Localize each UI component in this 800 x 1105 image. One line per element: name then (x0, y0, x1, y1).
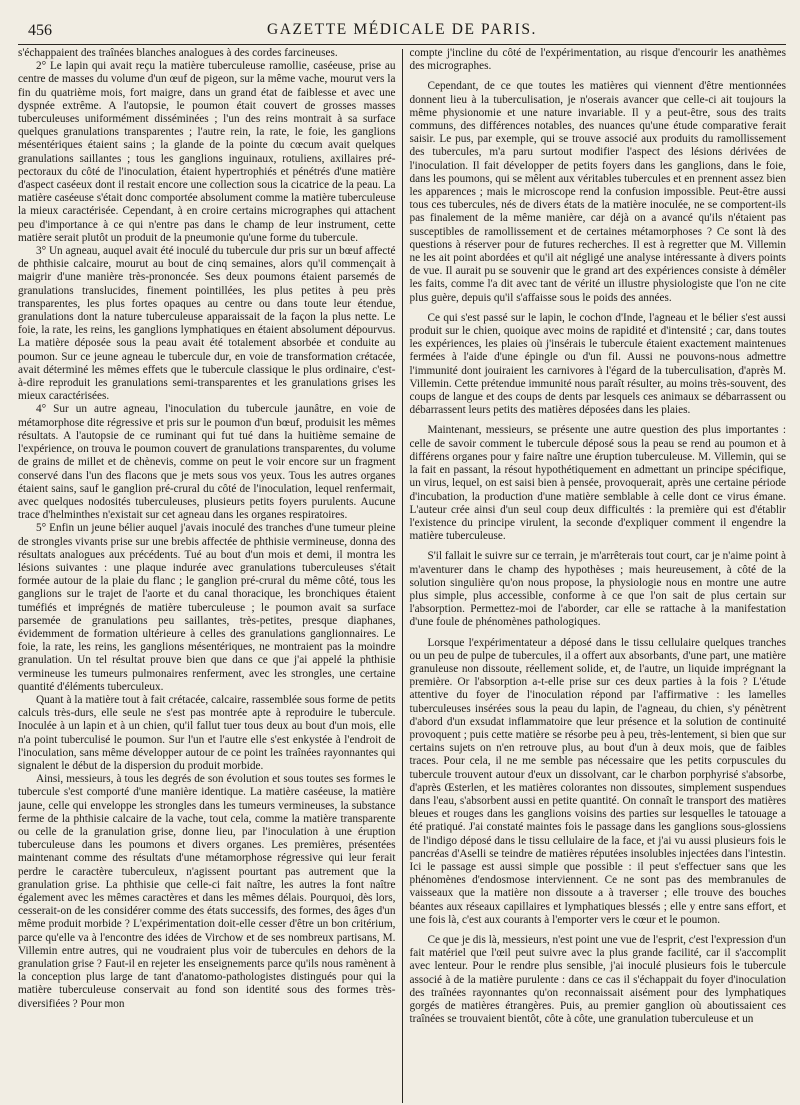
page-header (18, 14, 786, 45)
paragraph: Lorsque l'expérimentateur a déposé dans le tissu cellulaire quelques tranches ou un peu de pulpe de tubercules, il a offert aux absorbants, d'une part, une matière granuleuse non dissoute, réellement solide, et, de l'autre, un liquide imprégnant la première. Or l'absorption a-t-elle prise sur ces deux parties à la fois ? L'étude attentive du foyer de l'inoculation répond par l'affirmative : les lamelles tuberculeuses insérées sous la peau du lapin, de l'agneau, du chien, s'y pénètrent d'abord d'un exsudat inflammatoire que leur présence et la solution de continuité provoquent ; puis cette matière se résorbe peu à peu, très-lentement, si bien que sur certains sujets on n'en retrouve plus, au bout d'un à deux mois, que de faibles traces. Pour cela, il ne me semble pas nécessaire que les petits corpuscules du tubercule trouvent autour d'eux un dissolvant, car le charbon porphyrisé s'absorbe, d'après Œsterlen, et les matières colorantes non dissoutes, simplement suspendues dans l'eau, s'absorbent aussi en petite quantité. On connaît le transport des matières bleues et rouges dans les ganglions voisins des parties sur lesquelles le tatouage a été pratiqué. J'ai constaté maintes fois le passage dans les ganglions sous-glossiens de l'indigo déposé dans le tissu cellulaire de la face, et j'ai vu aussi plusieurs fois le pancréas d'Aselli se teindre de matières réputées insolubles injectées dans l'intestin. Ici le passage est aussi simple que possible : il peut s'effectuer sans que les phénomènes d'endosmose interviennent. Ce ne sont pas des membranules de vaisseaux que la matière non dissoute a à traverser ; elle trouve des bouches béantes aux réseaux capillaires et lymphatiques blessés ; elle y entre sans effort, et une fois là, c'est aux courants à l'emporter vers le cœur et le poumon. (409, 636, 786, 926)
left-column (18, 47, 402, 1105)
journal-title: GAZETTE MÉDICALE DE PARIS. (266, 21, 538, 38)
paragraph: Quant à la matière tout à fait crétacée, calcaire, rassemblée sous forme de petits calculs très-durs, elle seule ne s'est pas montrée apte à reproduire le tubercule. Inoculée à un lapin et à un chien, qu'il fallut tuer tous deux au bout d'un mois, elle n'a point tuberculisé le poumon. Sur l'un et l'autre elle s'est enkystée à l'endroit de l'inoculation, sans même développer autour de ce point les traînées rayonnantes qui signalent le début de la dispersion du produit morbide. (18, 693, 396, 772)
text-columns (18, 47, 786, 1105)
paragraph: Ainsi, messieurs, à tous les degrés de son évolution et sous toutes ses formes le tubercule s'est comporté d'une manière identique. La matière caséeuse, la matière jaune, celle qui enveloppe les strongles dans les tumeurs vermineuses, la substance ferme de la phthisie calcaire de la vache, tout cela, comme la matière transparente ou celle de la granulation grise, donne lieu, par l'inoculation à une éruption tuberculeuse dans les poumons et divers organes. Les premières, présentées maintenant comme des résultats d'une métamorphose régressive qui leur ferait perdre le caractère tuberculeux, n'agissent pourtant pas autrement que la granulation grise. La phthisie que celle-ci fait naître, les autres la font naître également avec les mêmes caractères et dans les mêmes délais. Pourquoi, dès lors, cesserait-on de les considérer comme des états successifs, des formes, des âges d'un même produit morbide ? L'expérimentation doit-elle cesser d'être un bon critérium, parce qu'elle va à l'encontre des idées de Virchow et de ses nombreux partisans, M. Villemin entre autres, qui ne voudraient plus voir de tubercules en dehors de la granulation grise ? Faut-il en rejeter les enseignements parce qu'ils nous ramènent à la conception plus large de tant d'anatomo-pathologistes distingués pour qui la matière tuberculeuse conservait au fond son identité sous des formes très-diversifiées ? Pour mon (18, 773, 396, 1010)
paragraph: Maintenant, messieurs, se présente une autre question des plus importantes : celle de savoir comment le tubercule déposé sous la peau se rend au poumon et à différens organes pour y faire naître une éruption tuberculeuse. M. Villemin, qui se la fait en passant, la résout hypothétiquement en admettant un principe spécifique, un virus, lequel, on est saisi bien à pensée, provoquerait, après une certaine période d'incubation, la production d'une matière semblable à celle dont ce virus émane. L'auteur crée ainsi d'un seul coup deux difficultés : la première qui est d'établir l'existence du principe virulent, la seconde d'expliquer comment il engendre la matière tuberculeuse. (409, 424, 786, 543)
paragraph: 4° Sur un autre agneau, l'inoculation du tubercule jaunâtre, en voie de métamorphose dite régressive et pris sur le poumon d'un bœuf, produisit les mêmes résultats. A l'autopsie de ce ruminant qui fut tué dans la huitième semaine de l'expérience, on trouva le poumon couvert de granulations transparentes, du volume de grains de millet et de chènevis, comme on peut le voir encore sur un fragment conservé dans l'un des flacons que je mets sous vos yeux. Tous les autres organes étaient sains, sauf le ganglion pré-crural du côté de l'inoculation, lequel renfermait, avec quelques nodosités tuberculeuses, plusieurs petits foyers purulents. Aucune trace d'helminthes n'existait sur cet agneau dans les organes respiratoires. (18, 403, 396, 522)
paragraph: Ce qui s'est passé sur le lapin, le cochon d'Inde, l'agneau et le bélier s'est aussi produit sur le chien, quoique avec moins de rapidité et d'intensité ; car, dans toutes les expériences, les plaies où j'insérais le tubercule étaient exactement maintenues fermées à l'aide d'une épingle ou d'un fil. Aussi ne pouvons-nous admettre l'immunité dont jouiraient les carnivores à l'égard de la tuberculisation, d'après M. Villemin. Cette prétendue immunité nous paraît résulter, au moins très-souvent, des coups de langue et des coups de dents par lesquels ces animaux se débarrassent ou débarrassent leurs petits des matières déposées dans les plaies. (409, 311, 786, 417)
right-column (403, 47, 787, 1105)
paragraph: s'échappaient des traînées blanches analogues à des cordes farcineuses. (18, 47, 338, 59)
paragraph: 5° Enfin un jeune bélier auquel j'avais inoculé des tranches d'une tumeur pleine de strongles vivants prise sur une brebis affectée de phthisie vermineuse, donna des résultats analogues aux précédents. Tué au bout d'un mois et demi, il montra les lésions suivantes : une plaque indurée avec granulations tuberculeuses s'était formée autour de la plaie du flanc ; le ganglion pré-crural du même côté, tous les ganglions sur le trajet de l'aorte et du canal thoracique, les bronchiques étaient tuméfiés et imprégnés de matière tuberculeuse ; le poumon avait sa surface parsemée de granulations peu saillantes, très-petites, presque diaphanes, évidemment de formation ultérieure à celles des granulations ganglionnaires. Le foie, la rate, les reins, les ganglions mésentériques, ne montraient pas la moindre granulation. Un tel résultat prouve bien que dans ce que j'ai appelé la phthisie vermineuse les tumeurs pulmonaires renferment, avec les strongles, une certaine quantité d'éléments tuberculeux. (18, 522, 396, 693)
paragraph: 3° Un agneau, auquel avait été inoculé du tubercule dur pris sur un bœuf affecté de phthisie calcaire, mourut au bout de cinq semaines, alors qu'il commençait à maigrir d'une manière très-prononcée. Ses deux poumons étaient parsemés de granulations translucides, finement pointillées, les plus petites à peu près transparentes, les plus fortes opaques au centre ou dans toute leur étendue, granulations dont la nature tuberculeuse apparaissait de la façon la plus nette. Le foie, la rate, les reins, les ganglions lymphatiques en étaient absolument dépourvus. La matière déposée sous la peau avait été totalement absorbée et conduite au poumon. Sur ce jeune agneau le tubercule dur, en voie de transformation crétacée, avait déterminé les mêmes effets que le tubercule classique le plus ordinaire, c'est-à-dire reproduit les granulations semi-transparentes et les granulations grises les mieux caractérisées. (18, 245, 396, 403)
paragraph: compte j'incline du côté de l'expérimentation, au risque d'encourir les anathèmes des micrographes. (409, 47, 786, 73)
paragraph: S'il fallait le suivre sur ce terrain, je m'arrêterais tout court, car je n'aime point à m'aventurer dans le champ des hypothèses ; mais heureusement, à côté de la solution singulière qu'on nous propose, la physiologie nous en montre une autre plus simple, plus accessible, conforme à ce que l'on sait de plus certain sur l'absorption. Permettez-moi de l'aborder, car elle se rattache à la manifestation d'une foule de phénomènes pathologiques. (409, 550, 786, 629)
page-number: 456 (28, 22, 52, 39)
paragraph: 2° Le lapin qui avait reçu la matière tuberculeuse ramollie, caséeuse, prise au centre de masses du volume d'un œuf de pigeon, sur la même vache, mourut vers la fin du quatrième mois, fort maigre, dans un grand état de faiblesse et avec une dyspnée extrême. A l'autopsie, le poumon était couvert de grosses masses tuberculeuses uniformément disséminées ; l'un des reins montrait à sa surface quelques granulations transparentes ; l'autre rein, la rate, le foie, les ganglions mésentériques étaient sains ; la glande de la pointe du cœcum avait quelques granulations saillantes ; tous les ganglions inguinaux, rotuliens, axillaires pré-pectoraux du côté de l'inoculation, étaient hypertrophiés et pénétrés d'une matière d'aspect caséeux dont il restait encore une collection sous la cicatrice de la peau. La matière caséeuse s'était donc comportée absolument comme la matière tuberculeuse la mieux caractérisée. Cependant, à en croire certains micrographes qui attachent peu d'importance à ce qui n'entre pas dans le champ de leur instrument, cette matière serait plutôt un produit de la pneumonie qu'une forme du tubercule. (18, 60, 396, 244)
paragraph: Cependant, de ce que toutes les matières qui viennent d'être mentionnées donnent lieu à la tuberculisation, je n'oserais avancer que celle-ci ait toujours la même physionomie et une nature invariable. Il y a peut-être, sous des traits communs, des différences notables, des nuances qu'une étude comparative ferait saisir. Le pus, par exemple, qui se trouve associé aux produits du ramollissement des tubercules, m'a paru surtout modifier l'aspect des lésions dérivées de l'inoculation. Il fait développer de petits foyers dans les ganglions, dans le foie, dans les poumons, qui se mêlent aux véritables tubercules et en prennent assez bien les apparences ; mais le microscope rend la confusion impossible. Peut-être aussi tous ces tubercules, nés de divers états de la matière inoculée, ne se comportent-ils pas finalement de la même manière, car déjà on a avancé qu'ils n'étaient pas susceptibles de ramollissement et de certaines métamorphoses ? Ce sont là des questions à réserver pour de futures recherches. Il est à regretter que M. Villemin ne les ait point abordées et qu'il ait négligé une analyse intéressante à divers points de vue. Il aurait pu se souvenir que le grand art des expériences consiste à démêler les faits, comme l'a dit avec tant de vérité un illustre physiologiste que l'on ne cite plus guère, depuis qu'il s'affaisse sous le poids des années. (409, 80, 786, 304)
paragraph: Ce que je dis là, messieurs, n'est point une vue de l'esprit, c'est l'expression d'un fait matériel que l'œil peut suivre avec la plus grande facilité, car il s'accomplit avec lenteur. Pour le rendre plus sensible, j'ai inoculé plusieurs fois le tubercule associé à de la matière purulente : dans ce cas il s'échappait du foyer d'inoculation des traînées rayonnantes qu'on reconnaissait aisément pour des lymphatiques gorgés de matières étrangères. Puis, au premier ganglion où aboutissaient ces traînées se trouvaient bientôt, côte à côte, une granulation tuberculeuse et un (409, 934, 786, 1026)
